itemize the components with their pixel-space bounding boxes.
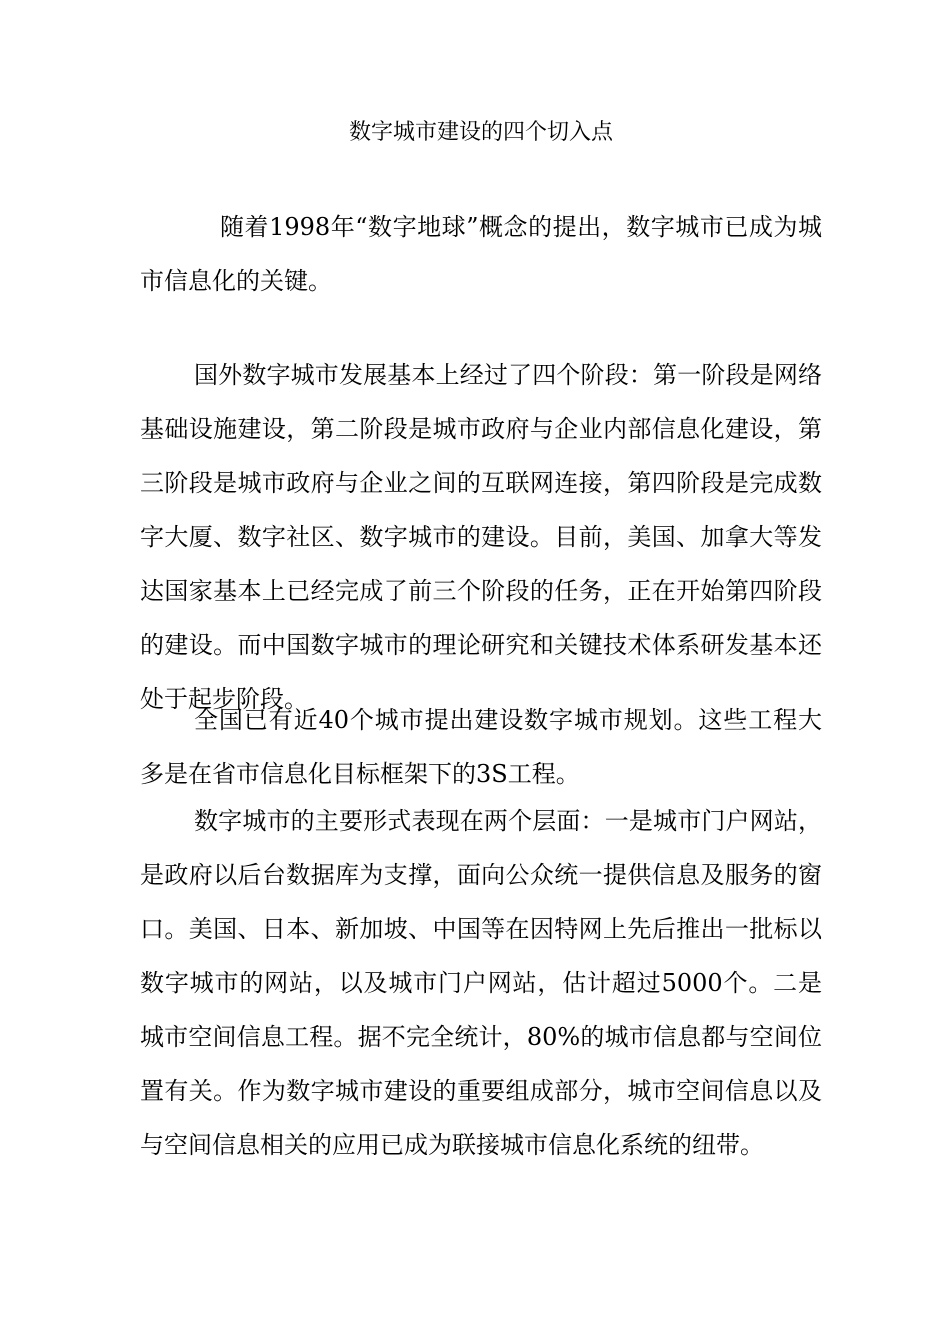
paragraph-main-forms: 数字城市的主要形式表现在两个层面：一是城市门户网站，是政府以后台数据库为支撑，面向公众统一提供信息及服务的窗口。美国、日本、新加坡、中国等在因特网上先后推出一批标以数字城市的网站，以及城市门户网站，估计超过5000个。二是城市空间信息工程。据不完全统计，80%的城市信息都与空间位置有关。作为数字城市建设的重要组成部分，城市空间信息以及与空间信息相关的应用已成为联接城市信息化系统的纽带。 bbox=[140, 807, 822, 1159]
paragraph-intro: 随着1998年“数字地球”概念的提出，数字城市已成为城市信息化的关键。 bbox=[140, 213, 822, 295]
document-title: 数字城市建设的四个切入点 bbox=[348, 120, 613, 145]
paragraph-foreign-stages: 国外数字城市发展基本上经过了四个阶段：第一阶段是网络基础设施建设，第二阶段是城市政府与企业内部信息化建设，第三阶段是城市政府与企业之间的互联网连接，第四阶段是完成数字大厦、数字社区、数字城市的建设。目前，美国、加拿大等发达国家基本上已经完成了前三个阶段的任务，正在开始第四阶段的建设。而中国数字城市的理论研究和关键技术体系研发基本还处于起步阶段。 bbox=[140, 361, 822, 713]
paragraph-domestic-plans: 全国已有近40个城市提出建设数字城市规划。这些工程大多是在省市信息化目标框架下的3S工程。 bbox=[140, 706, 822, 788]
